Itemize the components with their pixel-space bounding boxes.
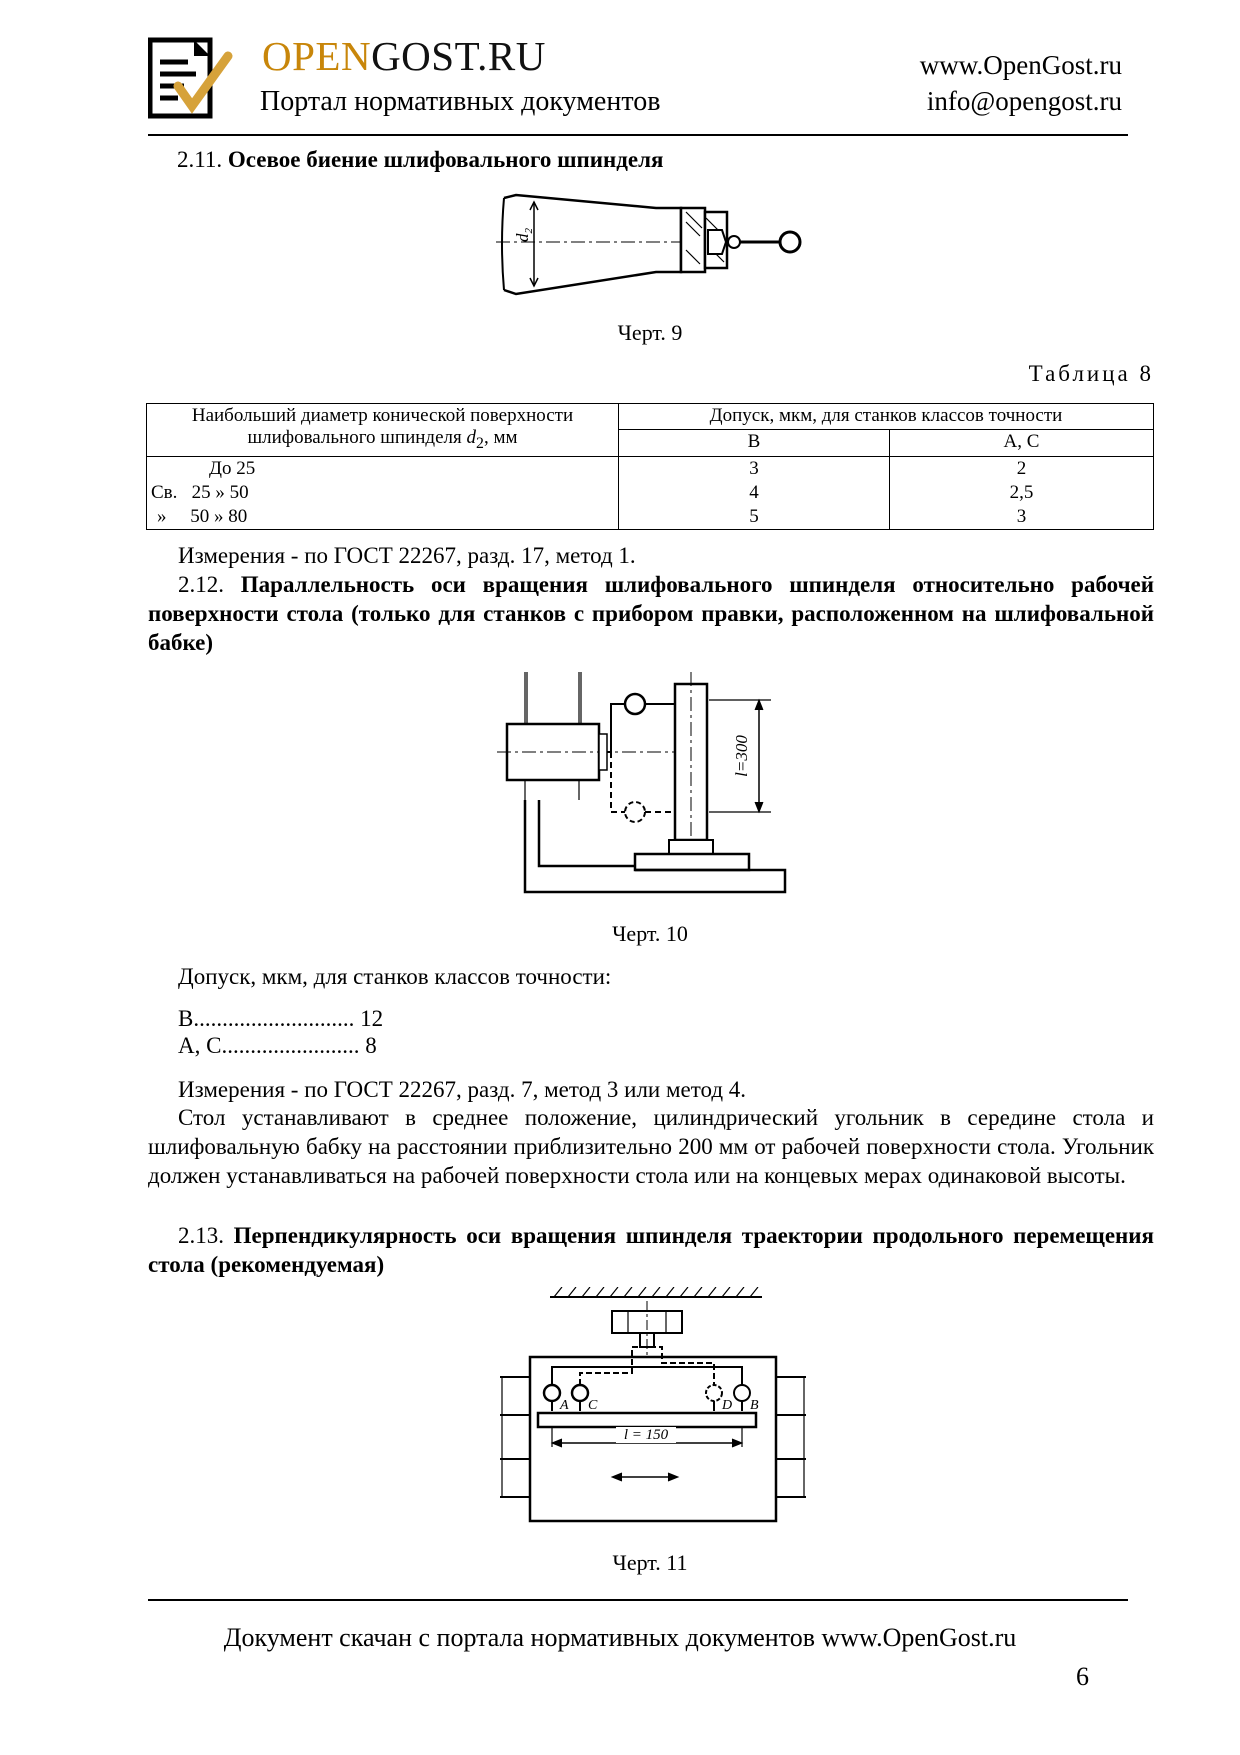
table-row — [147, 505, 1154, 530]
section-number: 2.11. — [177, 147, 223, 172]
section-title: Осевое биение шлифовального шпинделя — [227, 147, 664, 172]
cell-b: 4 — [619, 481, 890, 505]
description-2-12: Стол устанавливают в среднее положение, цилиндрический угольник в середине стола и шлифовальную бабку на расстоянии приблизительно 200 мм от рабочей поверхности стола. Угольник должен устанавливаться на рабочей поверхности стола или на концевых мерах одинаковой высоты. — [148, 1105, 1154, 1188]
cell-b: 5 — [619, 505, 890, 530]
brand-name[interactable] — [262, 33, 546, 79]
brand-part-open: OPEN — [262, 33, 372, 79]
cell-ac: 2,5 — [890, 481, 1154, 505]
table-8-title: Таблица 8 — [1028, 361, 1154, 386]
header-diameter — [147, 404, 619, 457]
website-link[interactable]: www.OpenGost.ru — [919, 50, 1122, 80]
cell-b: 3 — [619, 456, 890, 481]
header-diameter-unit: , мм — [483, 427, 518, 448]
email-link[interactable]: info@opengost.ru — [926, 86, 1122, 116]
header-diameter-var: d — [466, 427, 477, 448]
header-class-b: В — [619, 430, 890, 456]
figure-11-perpendicularity-drawing — [496, 1287, 810, 1531]
table-8 — [146, 403, 1154, 530]
cell-ac: 2 — [890, 456, 1154, 481]
tolerance-class-b: В............................ 12 — [178, 1006, 384, 1031]
figure-11-label-d: D — [722, 1398, 733, 1413]
figure-10-label-l: l=300 — [732, 735, 751, 777]
header-tolerance-group: Допуск, мкм, для станков классов точности — [619, 404, 1154, 430]
measurement-2-11: Измерения - по ГОСТ 22267, разд. 17, метод 1. — [178, 543, 636, 568]
figure-11-label-b: B — [750, 1398, 759, 1413]
section-number: 2.13. — [178, 1223, 224, 1248]
figure-10-caption: Черт. 10 — [612, 921, 688, 946]
section-title: Перпендикулярность оси вращения шпинделя траектории продольного перемещения стола (рекомендуемая) — [148, 1223, 1154, 1277]
figure-11-label-a: A — [560, 1398, 569, 1413]
figure-11-label-l: l = 150 — [623, 1427, 669, 1443]
section-2-13-heading — [148, 1221, 1154, 1279]
header-diameter-sub: 2 — [476, 434, 484, 452]
figure-9-spindle-drawing — [486, 190, 806, 302]
measurement-2-12: Измерения - по ГОСТ 22267, разд. 7, метод 3 или метод 4. — [178, 1077, 747, 1102]
section-title: Параллельность оси вращения шлифовального шпинделя относительно рабочей поверхности стола (только для станков с прибором правки, расположенном на шлифовальной бабке) — [148, 572, 1154, 655]
header-diameter-line2: шлифовального шпинделя — [247, 427, 462, 448]
header-class-ac: А, С — [890, 430, 1154, 456]
cell-range: » 50 » 80 — [147, 505, 619, 530]
cell-range: До 25 — [147, 456, 619, 481]
header-diameter-line1: Наибольший диаметр конической поверхности — [191, 405, 574, 426]
header-divider — [148, 134, 1128, 136]
figure-9-label-d-main: d — [513, 233, 532, 242]
page-number: 6 — [1076, 1662, 1089, 1691]
brand-part-gost: GOST.RU — [371, 33, 546, 79]
figure-9-label-d-sub: 2 — [523, 228, 535, 234]
figure-11-label-c: C — [588, 1398, 598, 1413]
portal-subtitle: Портал нормативных документов — [260, 86, 661, 117]
cell-ac: 3 — [890, 505, 1154, 530]
figure-9-label-d — [513, 228, 535, 243]
figure-11-caption: Черт. 11 — [612, 1550, 688, 1575]
figure-10-parallelism-drawing — [495, 670, 805, 906]
tolerance-class-ac: А, С........................ 8 — [178, 1033, 377, 1058]
cell-range: Св. 25 » 50 — [147, 481, 619, 505]
footer-divider — [148, 1599, 1128, 1601]
logo-document-check-icon — [148, 36, 234, 122]
table-row — [147, 481, 1154, 505]
tolerance-intro: Допуск, мкм, для станков классов точности: — [178, 964, 612, 989]
section-2-12-heading — [148, 570, 1154, 657]
table-row — [147, 456, 1154, 481]
footer-download-note: Документ скачан с портала нормативных документов www.OpenGost.ru — [223, 1623, 1017, 1652]
table-header-row — [147, 404, 1154, 430]
figure-9-caption: Черт. 9 — [617, 320, 683, 345]
section-2-11-heading — [177, 147, 663, 173]
section-number: 2.12. — [178, 572, 224, 597]
